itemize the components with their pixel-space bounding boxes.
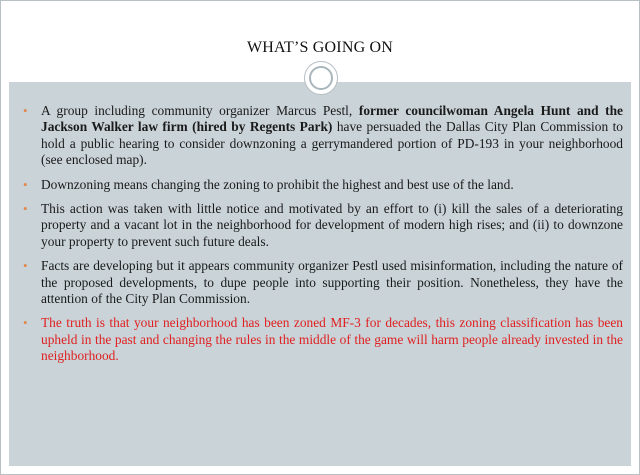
bullet-icon: • — [23, 315, 28, 331]
divider-circle-inner — [309, 66, 333, 90]
bullet-1-text-start: A group including community organizer Marcus Pestl, — [41, 103, 359, 118]
bullet-2-text: Downzoning means changing the zoning to prohibit the highest and best use of the land. — [41, 176, 514, 192]
bullet-icon: • — [23, 176, 28, 192]
bullet-1-text-end: have persuaded the Dallas City Plan Commission to hold a public hearing to consider downzoning a gerrymandered portion of PD-193 in your neighborhood (see enclosed map). — [41, 119, 623, 168]
bullet-item-3 — [21, 201, 623, 250]
bullet-item-4 — [21, 258, 623, 307]
bullet-icon: • — [23, 258, 28, 274]
bullet-icon: • — [23, 103, 28, 118]
bullet-5-text: The truth is that your neighborhood has been zoned MF-3 for decades, this zoning classification has been upheld in the past and changing the rules in the middle of the game will harm people already invested in the neighborhood. — [41, 315, 623, 364]
divider-circle-ornament — [304, 61, 338, 95]
bullet-item-1 — [21, 103, 623, 169]
bullet-3-text: This action was taken with little notice and motivated by an effort to (i) kill the sales of a deteriorating property and a vacant lot in the neighborhood for development of modern high rises; and (ii) to downzone your property to prevent such future deals. — [41, 201, 623, 249]
bullet-item-2 — [21, 177, 623, 193]
bullet-4-text: Facts are developing but it appears community organizer Pestl used misinformation, including the nature of the proposed developments, to dupe people into supporting their position. Nonetheless, they have the attention of the City Plan Commission. — [41, 258, 623, 307]
bullet-icon: • — [23, 201, 28, 217]
bullet-list — [21, 103, 623, 373]
bullet-1-bold-text: former councilwoman Angela Hunt and the Jackson Walker law firm (hired by Regents Park) — [41, 103, 624, 135]
bullet-item-5 — [21, 315, 623, 364]
slide-title: WHAT’S GOING ON — [246, 39, 394, 56]
